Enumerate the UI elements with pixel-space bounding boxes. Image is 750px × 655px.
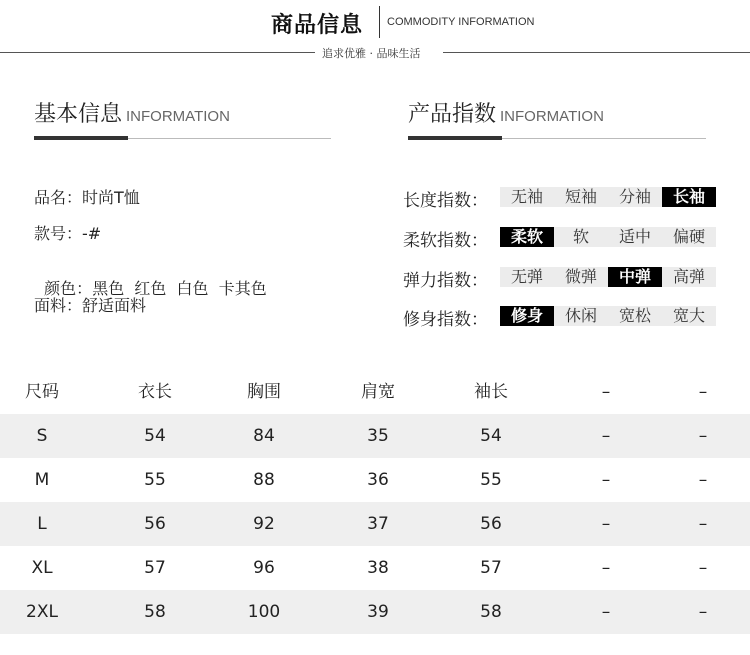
info-value: 舒适面料 xyxy=(82,296,147,315)
subtitle-rule-left xyxy=(0,52,315,53)
table-cell: 2XL xyxy=(26,602,58,622)
basic-info-rule-accent xyxy=(34,136,128,140)
table-cell: 54 xyxy=(480,426,502,446)
table-cell: – xyxy=(601,514,611,534)
table-cell: 58 xyxy=(144,602,166,622)
index-option-selected: 中弹 xyxy=(608,267,662,287)
table-header-cell: – xyxy=(601,382,611,402)
table-cell: 37 xyxy=(367,514,389,534)
table-header-row xyxy=(0,370,750,414)
product-index-rule-accent xyxy=(408,136,502,140)
table-cell: 92 xyxy=(253,514,275,534)
index-option: 宽大 xyxy=(672,306,705,325)
table-header-cell: 衣长 xyxy=(138,382,172,402)
table-cell: 55 xyxy=(144,470,166,490)
subtitle-rule-right xyxy=(443,52,750,53)
info-value: 时尚T恤 xyxy=(82,188,140,207)
index-label: 弹力指数： xyxy=(403,271,488,291)
table-cell: 84 xyxy=(253,426,275,446)
info-label: 品名： xyxy=(34,188,83,207)
info-row-name xyxy=(34,185,140,208)
table-header-cell: 胸围 xyxy=(247,382,281,402)
size-table xyxy=(0,370,750,634)
info-value: 黑色 红色 白色 卡其色 xyxy=(92,279,267,298)
info-row-style-number xyxy=(34,221,101,244)
index-option-selected: 柔软 xyxy=(500,227,554,247)
table-cell: – xyxy=(698,470,708,490)
table-cell: 35 xyxy=(367,426,389,446)
index-option: 软 xyxy=(572,227,589,246)
table-cell: 57 xyxy=(480,558,502,578)
index-option: 微弹 xyxy=(564,267,597,286)
index-option: 适中 xyxy=(618,227,651,246)
info-row-fabric xyxy=(34,293,146,316)
title-divider xyxy=(379,6,380,38)
index-option: 分袖 xyxy=(618,187,651,206)
table-cell: 36 xyxy=(367,470,389,490)
table-cell: – xyxy=(698,602,708,622)
table-row xyxy=(0,414,750,458)
table-cell: 96 xyxy=(253,558,275,578)
table-cell: 38 xyxy=(367,558,389,578)
product-index-title-english: INFORMATION xyxy=(500,108,604,125)
product-index-title: 产品指数 xyxy=(408,102,497,127)
index-option: 无袖 xyxy=(510,187,543,206)
index-option-selected: 修身 xyxy=(500,306,554,326)
table-cell: 56 xyxy=(144,514,166,534)
table-cell: 56 xyxy=(480,514,502,534)
basic-info-title-english: INFORMATION xyxy=(126,108,230,125)
table-row xyxy=(0,458,750,502)
page-title-english: COMMODITY INFORMATION xyxy=(387,16,535,28)
index-option: 休闲 xyxy=(564,306,597,325)
index-option: 偏硬 xyxy=(672,227,705,246)
table-header-cell: 尺码 xyxy=(25,382,59,402)
basic-info-heading xyxy=(34,97,230,128)
index-label: 长度指数： xyxy=(403,191,488,211)
table-cell: L xyxy=(37,514,47,534)
table-header-cell: 袖长 xyxy=(474,382,508,402)
table-cell: 54 xyxy=(144,426,166,446)
info-label: 颜色： xyxy=(44,279,93,298)
table-row xyxy=(0,590,750,634)
table-cell: 88 xyxy=(253,470,275,490)
info-value: -# xyxy=(82,224,102,243)
index-option: 短袖 xyxy=(564,187,597,206)
table-row xyxy=(0,502,750,546)
table-cell: – xyxy=(698,558,708,578)
table-cell: XL xyxy=(31,558,53,578)
table-cell: 100 xyxy=(247,602,281,622)
page-title: 商品信息 xyxy=(271,13,364,38)
table-cell: – xyxy=(601,558,611,578)
index-option-selected: 长袖 xyxy=(662,187,716,207)
table-header-cell: – xyxy=(698,382,708,402)
basic-info-title: 基本信息 xyxy=(34,102,123,127)
table-header-cell: 肩宽 xyxy=(361,382,395,402)
index-option: 无弹 xyxy=(510,267,543,286)
index-label: 修身指数： xyxy=(403,310,488,330)
info-label: 面料： xyxy=(34,296,83,315)
table-cell: 58 xyxy=(480,602,502,622)
table-row xyxy=(0,546,750,590)
table-cell: – xyxy=(698,514,708,534)
table-cell: 39 xyxy=(367,602,389,622)
table-cell: – xyxy=(698,426,708,446)
table-cell: 57 xyxy=(144,558,166,578)
table-cell: M xyxy=(34,470,50,490)
table-cell: 55 xyxy=(480,470,502,490)
table-cell: – xyxy=(601,602,611,622)
index-option: 高弹 xyxy=(672,267,705,286)
table-cell: S xyxy=(36,426,48,446)
page-subtitle: 追求优雅 · 品味生活 xyxy=(322,47,421,60)
table-cell: – xyxy=(601,426,611,446)
index-label: 柔软指数： xyxy=(403,231,488,251)
table-cell: – xyxy=(601,470,611,490)
info-label: 款号： xyxy=(34,224,83,243)
product-index-heading xyxy=(408,97,604,128)
index-option: 宽松 xyxy=(618,306,651,325)
